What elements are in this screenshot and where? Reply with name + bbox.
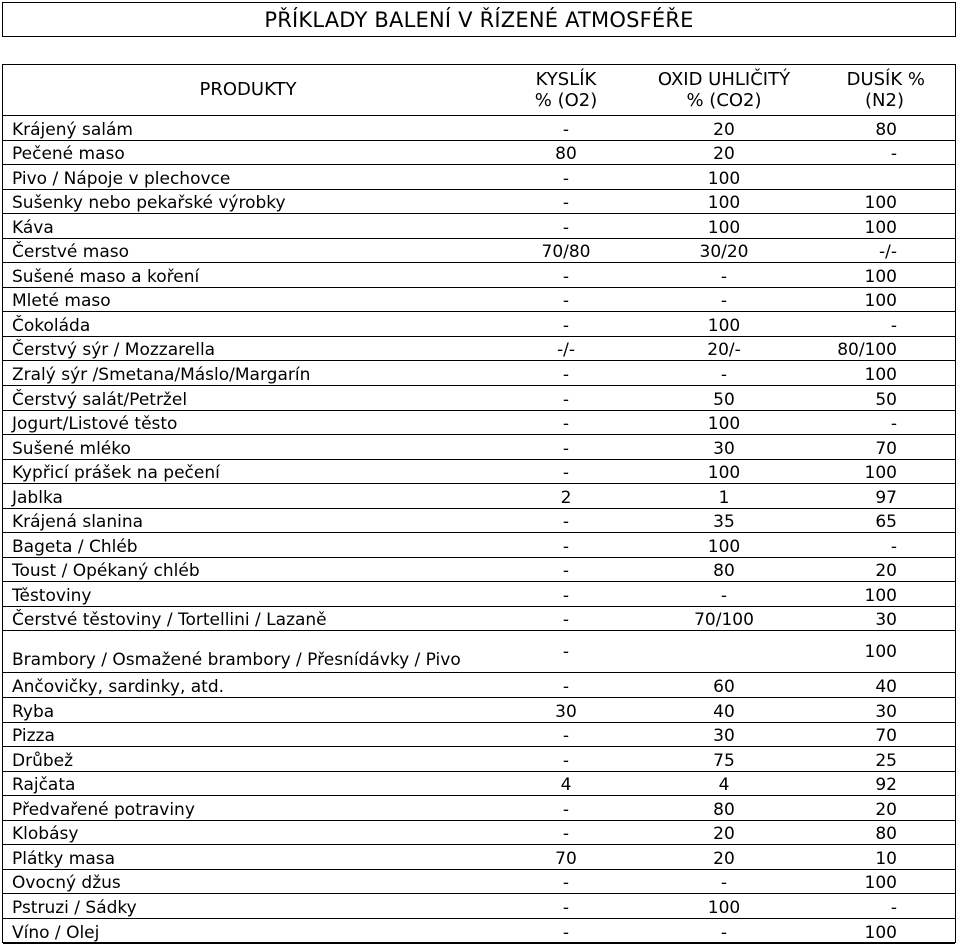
table-row (3, 533, 955, 558)
header-co2 (639, 65, 809, 116)
product-cell: Pstruzi / Sádky (3, 894, 493, 919)
table-row (3, 189, 955, 214)
product-cell: Pivo / Nápoje v plechovce (3, 165, 493, 190)
table-row (3, 165, 955, 190)
oxygen-cell: - (493, 918, 639, 943)
nitrogen-cell: 80/100 (809, 336, 955, 361)
header-oxygen-line2: % (O2) (534, 90, 598, 111)
oxygen-cell: - (493, 820, 639, 845)
oxygen-cell: - (493, 459, 639, 484)
oxygen-cell: - (493, 533, 639, 558)
nitrogen-cell: - (809, 312, 955, 337)
table-row (3, 845, 955, 870)
co2-cell: 60 (639, 673, 809, 698)
nitrogen-cell: - (809, 533, 955, 558)
oxygen-cell: 2 (493, 484, 639, 509)
oxygen-cell: - (493, 582, 639, 607)
co2-cell: 30/20 (639, 238, 809, 263)
co2-cell: 100 (639, 894, 809, 919)
product-cell: Bageta / Chléb (3, 533, 493, 558)
table-body (3, 116, 955, 944)
oxygen-cell: - (493, 557, 639, 582)
table-row (3, 869, 955, 894)
co2-cell: 1 (639, 484, 809, 509)
oxygen-cell: - (493, 361, 639, 386)
nitrogen-cell: 65 (809, 508, 955, 533)
table-row (3, 771, 955, 796)
table-row (3, 606, 955, 631)
oxygen-cell: - (493, 312, 639, 337)
oxygen-cell: - (493, 508, 639, 533)
nitrogen-cell: 97 (809, 484, 955, 509)
product-cell: Čerstvé těstoviny / Tortellini / Lazaně (3, 606, 493, 631)
table-row (3, 238, 955, 263)
product-cell: Předvařené potraviny (3, 796, 493, 821)
oxygen-cell: - (493, 214, 639, 239)
product-cell: Čokoláda (3, 312, 493, 337)
co2-cell: - (639, 869, 809, 894)
nitrogen-cell: 30 (809, 698, 955, 723)
product-cell: Čerstvé maso (3, 238, 493, 263)
nitrogen-cell (809, 165, 955, 190)
table-row (3, 673, 955, 698)
co2-cell: 20 (639, 845, 809, 870)
product-cell: Zralý sýr /Smetana/Máslo/Margarín (3, 361, 493, 386)
header-nitrogen-line2: (N2) (865, 90, 904, 111)
co2-cell: 100 (639, 533, 809, 558)
co2-cell: - (639, 582, 809, 607)
product-cell: Jablka (3, 484, 493, 509)
page-title-text: PŘÍKLADY BALENÍ V ŘÍZENÉ ATMOSFÉŘE (264, 7, 694, 32)
nitrogen-cell: 100 (809, 459, 955, 484)
table-row (3, 557, 955, 582)
nitrogen-cell: 80 (809, 116, 955, 141)
oxygen-cell: 70 (493, 845, 639, 870)
product-cell: Klobásy (3, 820, 493, 845)
nitrogen-cell: 70 (809, 722, 955, 747)
nitrogen-cell: - (809, 410, 955, 435)
nitrogen-cell: - (809, 894, 955, 919)
nitrogen-cell: 80 (809, 820, 955, 845)
nitrogen-cell: 20 (809, 557, 955, 582)
co2-cell: 4 (639, 771, 809, 796)
co2-cell: 70/100 (639, 606, 809, 631)
table-row (3, 918, 955, 943)
product-cell: Rajčata (3, 771, 493, 796)
product-cell: Pizza (3, 722, 493, 747)
co2-cell: 100 (639, 312, 809, 337)
table-row (3, 484, 955, 509)
product-cell: Toust / Opékaný chléb (3, 557, 493, 582)
header-product: PRODUKTY (3, 65, 493, 116)
oxygen-cell: - (493, 165, 639, 190)
product-cell: Ančovičky, sardinky, atd. (3, 673, 493, 698)
table-row (3, 361, 955, 386)
co2-cell: - (639, 361, 809, 386)
table-row (3, 140, 955, 165)
co2-cell: 100 (639, 165, 809, 190)
oxygen-cell: - (493, 796, 639, 821)
product-cell: Čerstvý salát/Petržel (3, 386, 493, 411)
co2-cell: 100 (639, 214, 809, 239)
product-cell: Ryba (3, 698, 493, 723)
table-row (3, 722, 955, 747)
oxygen-cell: - (493, 263, 639, 288)
co2-cell: 20 (639, 140, 809, 165)
table-row (3, 582, 955, 607)
oxygen-cell: 80 (493, 140, 639, 165)
nitrogen-cell: 70 (809, 435, 955, 460)
oxygen-cell: - (493, 287, 639, 312)
nitrogen-cell: -/- (809, 238, 955, 263)
nitrogen-cell: 10 (809, 845, 955, 870)
product-cell: Drůbež (3, 747, 493, 772)
product-cell: Plátky masa (3, 845, 493, 870)
co2-cell: 35 (639, 508, 809, 533)
oxygen-cell: - (493, 722, 639, 747)
oxygen-cell: - (493, 606, 639, 631)
product-cell: Krájená slanina (3, 508, 493, 533)
nitrogen-cell: 40 (809, 673, 955, 698)
product-cell: Krájený salám (3, 116, 493, 141)
table-row (3, 698, 955, 723)
oxygen-cell: - (493, 189, 639, 214)
co2-cell: 100 (639, 410, 809, 435)
nitrogen-cell: 100 (809, 582, 955, 607)
table-row (3, 459, 955, 484)
co2-cell: 75 (639, 747, 809, 772)
product-cell: Ovocný džus (3, 869, 493, 894)
table-row (3, 631, 955, 673)
nitrogen-cell: 100 (809, 189, 955, 214)
table-row (3, 410, 955, 435)
table-row (3, 435, 955, 460)
nitrogen-cell: 100 (809, 263, 955, 288)
packaging-table-container (2, 64, 956, 943)
header-nitrogen (809, 65, 955, 116)
co2-cell: 100 (639, 189, 809, 214)
table-row (3, 116, 955, 141)
packaging-table (3, 65, 955, 944)
product-cell: Sušené maso a koření (3, 263, 493, 288)
nitrogen-cell: - (809, 140, 955, 165)
product-cell: Víno / Olej (3, 918, 493, 943)
table-header (3, 65, 955, 116)
nitrogen-cell: 30 (809, 606, 955, 631)
oxygen-cell: - (493, 894, 639, 919)
co2-cell: 30 (639, 435, 809, 460)
product-cell: Brambory / Osmažené brambory / Přesnídávky / Pivo (3, 631, 493, 673)
table-row (3, 214, 955, 239)
table-row (3, 312, 955, 337)
oxygen-cell: - (493, 410, 639, 435)
oxygen-cell: -/- (493, 336, 639, 361)
oxygen-cell: - (493, 673, 639, 698)
co2-cell (639, 631, 809, 673)
oxygen-cell: - (493, 386, 639, 411)
header-co2-line1: OXID UHLIČITÝ (657, 69, 791, 90)
header-nitrogen-line1: DUSÍK % (846, 69, 925, 90)
nitrogen-cell: 25 (809, 747, 955, 772)
product-cell: Kypřicí prášek na pečení (3, 459, 493, 484)
co2-cell: 20 (639, 116, 809, 141)
product-cell: Pečené maso (3, 140, 493, 165)
header-co2-line2: % (CO2) (686, 90, 762, 111)
nitrogen-cell: 100 (809, 214, 955, 239)
co2-cell: 80 (639, 796, 809, 821)
co2-cell: 20 (639, 820, 809, 845)
oxygen-cell: 4 (493, 771, 639, 796)
co2-cell: - (639, 918, 809, 943)
header-oxygen-line1: KYSLÍK (535, 69, 597, 90)
table-row (3, 263, 955, 288)
co2-cell: - (639, 287, 809, 312)
co2-cell: 50 (639, 386, 809, 411)
nitrogen-cell: 100 (809, 631, 955, 673)
nitrogen-cell: 50 (809, 386, 955, 411)
co2-cell: 20/- (639, 336, 809, 361)
oxygen-cell: 30 (493, 698, 639, 723)
table-row (3, 386, 955, 411)
oxygen-cell: - (493, 435, 639, 460)
table-row (3, 894, 955, 919)
co2-cell: 80 (639, 557, 809, 582)
product-cell: Mleté maso (3, 287, 493, 312)
co2-cell: - (639, 263, 809, 288)
oxygen-cell: - (493, 869, 639, 894)
co2-cell: 40 (639, 698, 809, 723)
nitrogen-cell: 100 (809, 361, 955, 386)
nitrogen-cell: 100 (809, 918, 955, 943)
product-cell: Jogurt/Listové těsto (3, 410, 493, 435)
table-row (3, 336, 955, 361)
nitrogen-cell: 100 (809, 869, 955, 894)
header-oxygen (493, 65, 639, 116)
product-cell: Sušené mléko (3, 435, 493, 460)
nitrogen-cell: 92 (809, 771, 955, 796)
co2-cell: 30 (639, 722, 809, 747)
table-row (3, 747, 955, 772)
nitrogen-cell: 20 (809, 796, 955, 821)
product-cell: Káva (3, 214, 493, 239)
table-row (3, 508, 955, 533)
oxygen-cell: 70/80 (493, 238, 639, 263)
product-cell: Čerstvý sýr / Mozzarella (3, 336, 493, 361)
oxygen-cell: - (493, 116, 639, 141)
product-cell: Těstoviny (3, 582, 493, 607)
oxygen-cell: - (493, 747, 639, 772)
table-row (3, 287, 955, 312)
nitrogen-cell: 100 (809, 287, 955, 312)
oxygen-cell: - (493, 631, 639, 673)
table-row (3, 796, 955, 821)
co2-cell: 100 (639, 459, 809, 484)
product-cell: Sušenky nebo pekařské výrobky (3, 189, 493, 214)
page-title (2, 2, 956, 37)
table-row (3, 820, 955, 845)
